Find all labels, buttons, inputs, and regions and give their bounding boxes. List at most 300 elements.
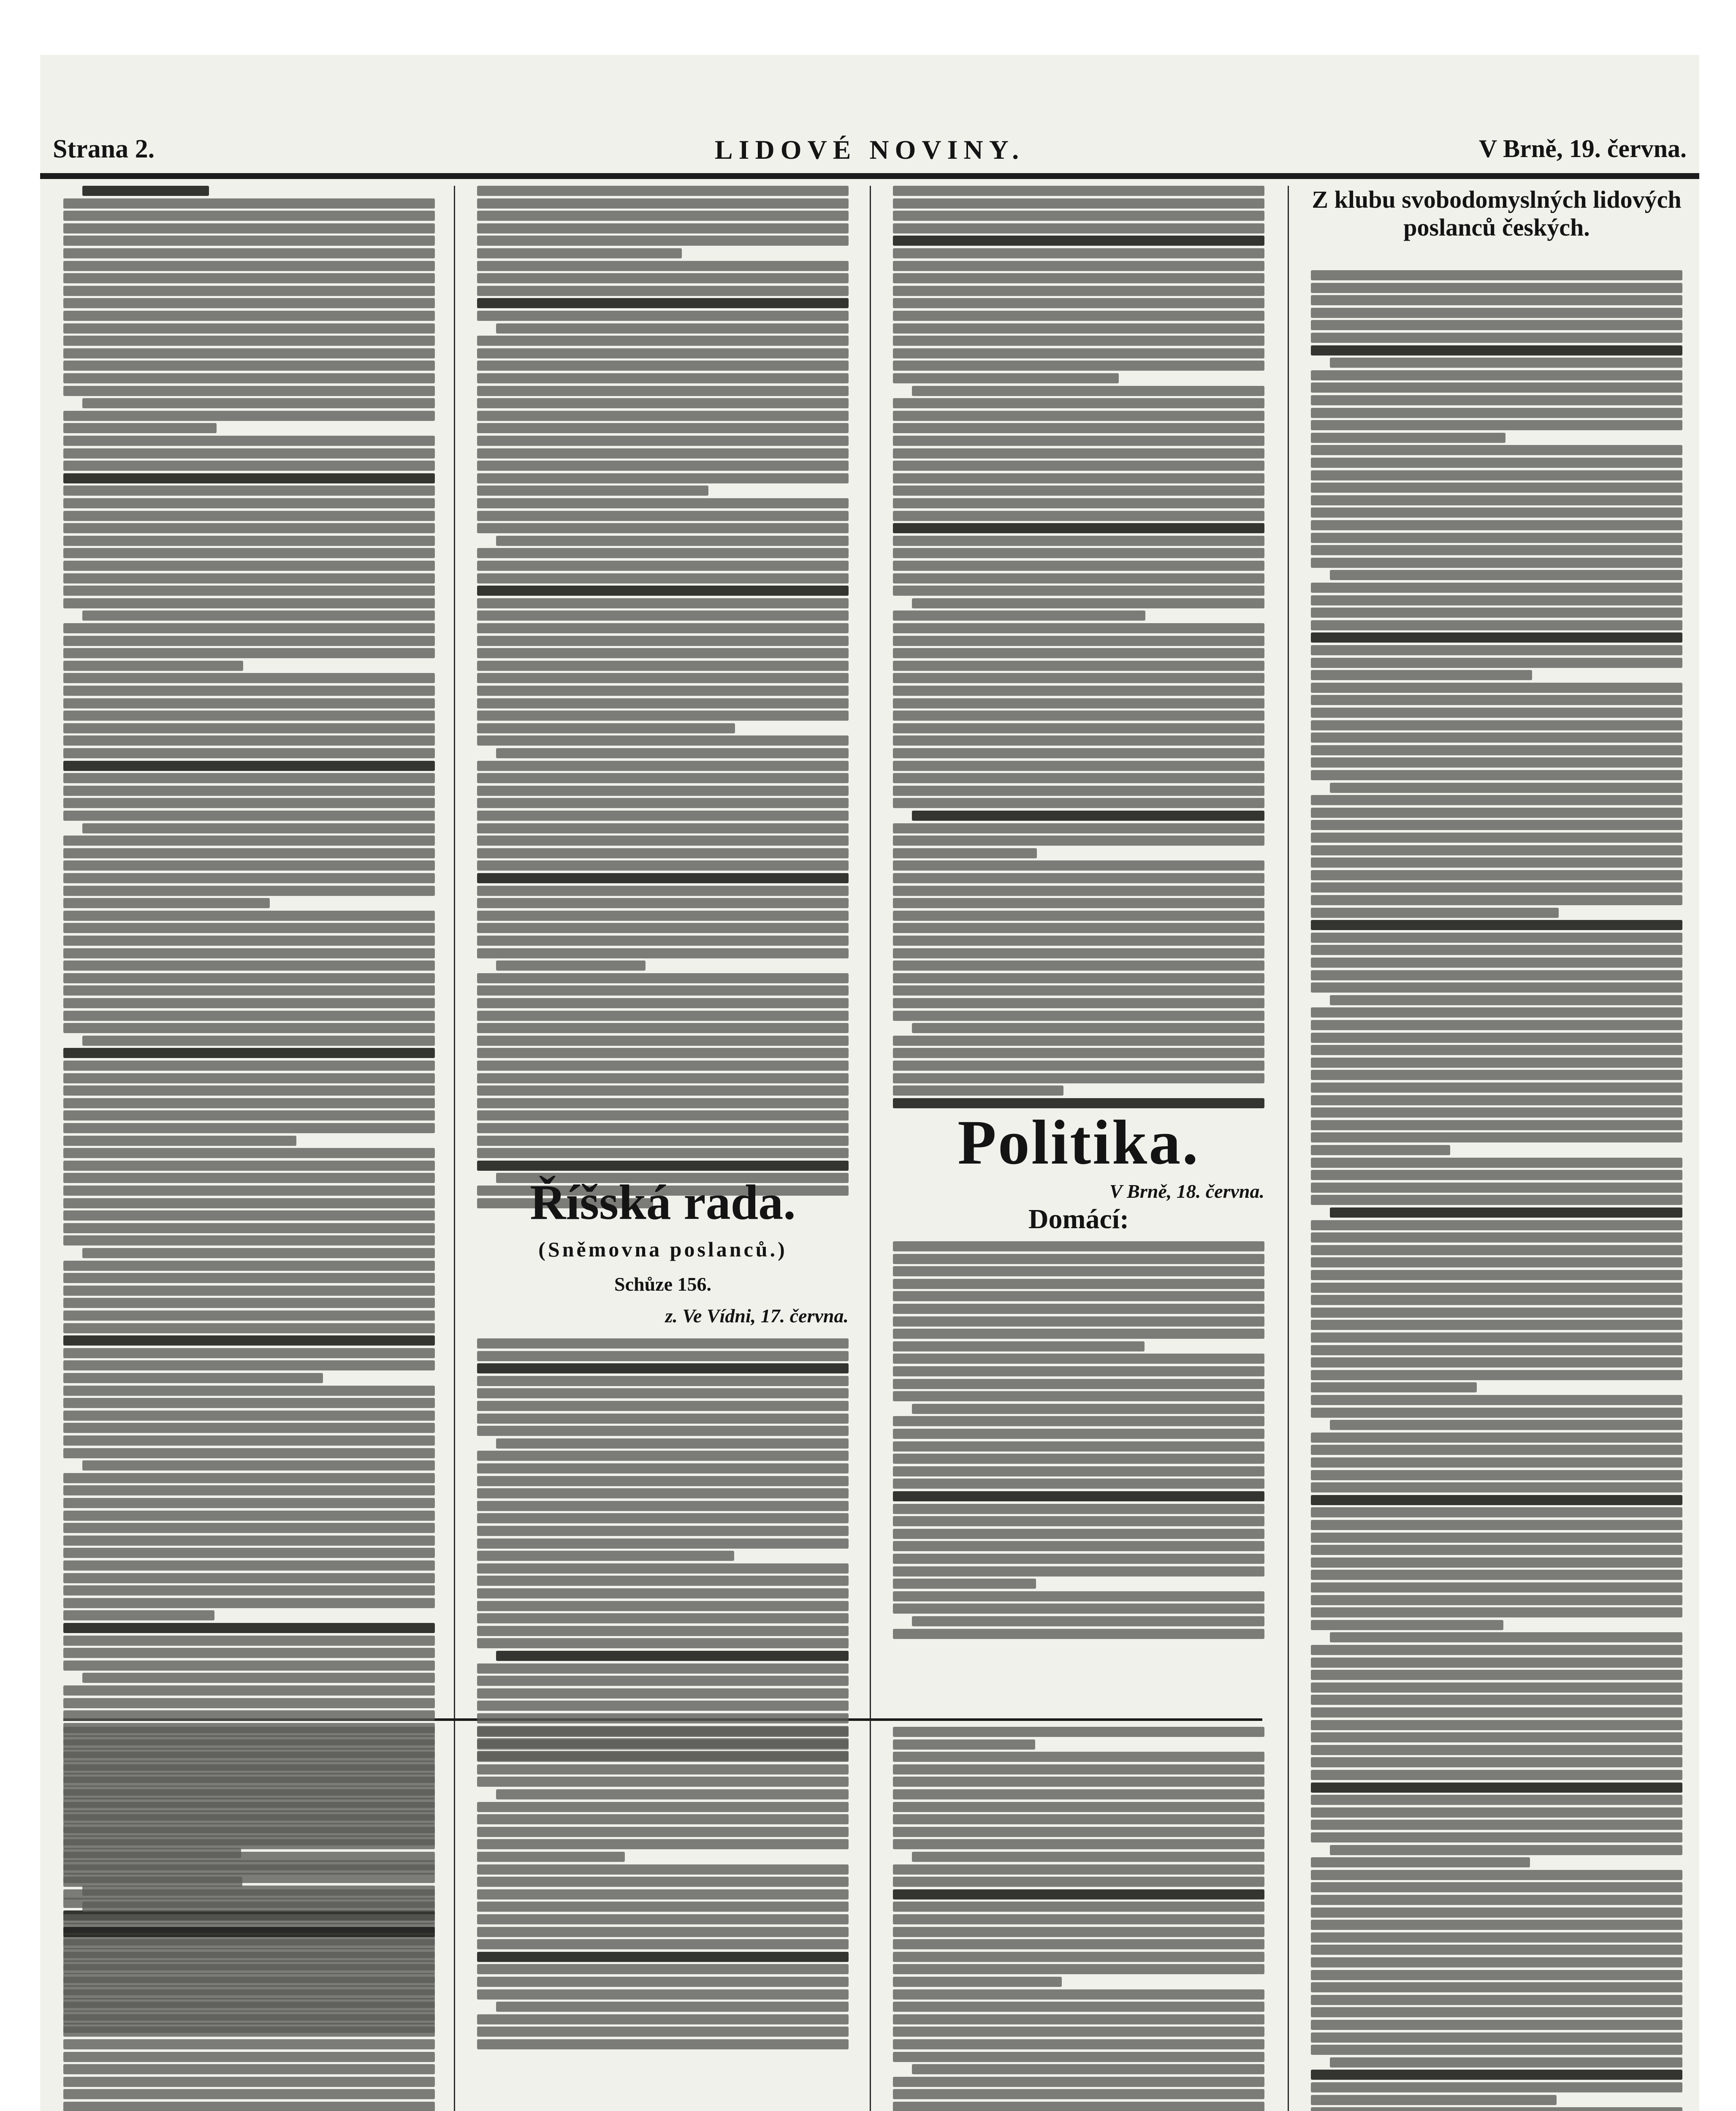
text-line xyxy=(63,1123,435,1133)
text-line xyxy=(63,1323,435,1333)
text-line xyxy=(893,1952,1264,1962)
text-line xyxy=(893,536,1264,546)
text-line xyxy=(1311,283,1682,293)
text-line xyxy=(893,860,1264,871)
text-line xyxy=(63,248,435,258)
text-line xyxy=(1311,1232,1682,1243)
text-line xyxy=(63,786,435,796)
text-line xyxy=(1311,1183,1682,1193)
text-line xyxy=(1311,408,1682,418)
text-line xyxy=(477,261,849,271)
text-line xyxy=(1311,1495,1682,1505)
text-line xyxy=(1311,545,1682,555)
text-line xyxy=(63,2039,435,2049)
text-line xyxy=(477,711,849,721)
text-line xyxy=(893,1827,1264,1837)
text-line xyxy=(893,248,1264,258)
text-line xyxy=(63,1386,435,1396)
text-line xyxy=(63,273,435,283)
text-line xyxy=(1311,1482,1682,1492)
text-line xyxy=(477,848,849,858)
text-line xyxy=(1311,1095,1682,1105)
text-line xyxy=(477,348,849,358)
text-line xyxy=(912,1616,1264,1626)
text-line xyxy=(893,973,1264,983)
text-line xyxy=(477,1752,849,1762)
text-line xyxy=(893,961,1264,971)
text-line xyxy=(63,2002,435,2012)
text-line xyxy=(63,1536,435,1546)
text-line xyxy=(893,461,1264,471)
text-line xyxy=(63,1023,435,1033)
text-line xyxy=(477,523,849,533)
text-line xyxy=(1311,1308,1682,1318)
text-line xyxy=(63,1398,435,1408)
text-line xyxy=(1311,1895,1682,1905)
text-line xyxy=(63,860,435,871)
text-line xyxy=(1330,2057,1682,2068)
text-line xyxy=(1311,770,1682,780)
text-line xyxy=(477,673,849,683)
text-line xyxy=(63,773,435,783)
text-line xyxy=(1311,795,1682,805)
text-line xyxy=(1311,1783,1682,1793)
text-line xyxy=(893,511,1264,521)
text-line xyxy=(477,1363,849,1373)
text-line xyxy=(893,1516,1264,1526)
text-line xyxy=(1311,333,1682,343)
text-line xyxy=(893,1048,1264,1058)
text-line xyxy=(477,498,849,508)
text-line xyxy=(63,2014,435,2024)
text-line xyxy=(63,461,435,471)
text-line xyxy=(63,1648,435,1658)
text-line xyxy=(63,286,435,296)
text-line xyxy=(63,1311,435,1321)
text-line xyxy=(1311,1395,1682,1405)
text-line xyxy=(63,1864,435,1875)
text-line xyxy=(477,1676,849,1686)
text-line xyxy=(1311,1332,1682,1343)
text-line xyxy=(893,1977,1062,1987)
text-line xyxy=(477,198,849,209)
column-2 xyxy=(477,186,849,2111)
text-line xyxy=(1311,1520,1682,1530)
text-line xyxy=(893,211,1264,221)
text-line xyxy=(63,1977,435,1987)
text-line xyxy=(1311,1607,1682,1617)
text-line xyxy=(63,1511,435,1521)
text-line xyxy=(477,1939,849,1949)
text-line xyxy=(477,1098,849,1108)
text-line xyxy=(893,1416,1264,1426)
text-line xyxy=(893,423,1264,433)
text-line xyxy=(1311,683,1682,693)
text-line xyxy=(893,1441,1264,1452)
text-line xyxy=(1311,1295,1682,1305)
text-line xyxy=(63,1727,435,1737)
text-line xyxy=(63,1989,435,2000)
text-line xyxy=(477,1777,849,1787)
text-line xyxy=(1311,1770,1682,1780)
text-line xyxy=(1311,845,1682,855)
section-heading: Říšská rada. xyxy=(530,1175,796,1230)
text-line xyxy=(1311,1907,1682,1918)
text-line xyxy=(477,1713,849,1723)
text-line xyxy=(893,1341,1145,1351)
text-line xyxy=(477,1551,734,1561)
text-line xyxy=(63,1011,435,1021)
text-line xyxy=(63,523,435,533)
text-line xyxy=(82,1248,435,1258)
text-line xyxy=(82,1902,435,1912)
text-line xyxy=(63,1148,435,1158)
text-line xyxy=(893,398,1264,408)
text-line xyxy=(63,1623,435,1633)
text-line xyxy=(63,561,435,571)
text-line xyxy=(893,1291,1264,1301)
text-line xyxy=(477,1663,849,1674)
text-line xyxy=(1311,1870,1682,1880)
text-line xyxy=(1311,1120,1682,1130)
text-line xyxy=(63,1235,435,1245)
text-line xyxy=(912,1852,1264,1862)
text-line xyxy=(63,761,435,771)
text-line xyxy=(63,673,435,683)
text-line xyxy=(1311,1732,1682,1742)
text-line xyxy=(1311,733,1682,743)
text-line xyxy=(1311,2082,1682,2092)
text-line xyxy=(63,1610,214,1620)
text-line xyxy=(63,1448,435,1458)
issue-date: V Brně, 19. června. xyxy=(1478,135,1687,163)
text-line xyxy=(893,823,1264,833)
text-line xyxy=(63,586,435,596)
text-line xyxy=(1311,1570,1682,1580)
text-line xyxy=(63,1173,435,1183)
text-line xyxy=(477,1376,849,1386)
text-line xyxy=(477,798,849,808)
text-line xyxy=(893,348,1264,358)
text-line xyxy=(477,1827,849,1837)
text-line xyxy=(63,898,270,908)
text-line xyxy=(1311,620,1682,630)
dateline: z. Ve Vídni, 17. června. xyxy=(665,1305,849,1327)
text-line xyxy=(477,1626,849,1636)
text-line xyxy=(63,848,435,858)
text-line xyxy=(1311,1270,1682,1280)
text-line xyxy=(63,723,435,733)
text-line xyxy=(893,1777,1264,1787)
text-line xyxy=(1311,882,1682,893)
text-line xyxy=(893,735,1264,746)
text-line xyxy=(1311,1582,1682,1593)
text-line xyxy=(1311,1707,1682,1718)
text-line xyxy=(477,1036,849,1046)
text-line xyxy=(893,1939,1264,1949)
text-line xyxy=(63,511,435,521)
text-line xyxy=(893,1579,1036,1589)
text-line xyxy=(63,2064,435,2074)
text-line xyxy=(1311,1283,1682,1293)
text-line xyxy=(893,773,1264,783)
text-line xyxy=(1311,1695,1682,1705)
text-line xyxy=(1311,2020,1682,2030)
text-line xyxy=(893,436,1264,446)
text-line xyxy=(893,1085,1063,1096)
text-line xyxy=(477,1952,849,1962)
text-line xyxy=(63,1210,435,1221)
text-line xyxy=(477,1501,849,1511)
text-line xyxy=(1311,1757,1682,1767)
text-line xyxy=(1311,1807,1682,1818)
text-line xyxy=(893,1764,1264,1775)
text-line xyxy=(1311,670,1532,680)
text-line xyxy=(1311,1557,1682,1568)
section-heading: Politika. xyxy=(958,1107,1200,1178)
text-line xyxy=(477,648,849,658)
text-line xyxy=(1311,1932,1682,1943)
text-line xyxy=(893,573,1264,583)
text-line xyxy=(477,586,849,596)
text-line xyxy=(893,1266,1264,1276)
text-line xyxy=(1311,1357,1682,1368)
text-line xyxy=(63,1273,435,1283)
text-line xyxy=(63,373,435,383)
text-line xyxy=(1311,1945,1682,1955)
text-line xyxy=(1311,658,1682,668)
text-line xyxy=(893,1491,1264,1501)
text-line xyxy=(63,598,435,608)
text-line xyxy=(893,636,1264,646)
text-line xyxy=(477,1401,849,1411)
text-line xyxy=(1311,2095,1557,2105)
text-line xyxy=(63,911,435,921)
text-line xyxy=(496,536,849,546)
text-line xyxy=(496,323,849,334)
text-line xyxy=(893,886,1264,896)
text-line xyxy=(893,586,1264,596)
text-line xyxy=(477,373,849,383)
column-rule xyxy=(454,186,455,2111)
text-line xyxy=(63,348,435,358)
text-line xyxy=(477,423,849,433)
text-line xyxy=(63,1473,435,1483)
text-line xyxy=(477,1061,849,1071)
text-line xyxy=(1311,1245,1682,1255)
text-line xyxy=(477,1727,849,1737)
page-number: Strana 2. xyxy=(53,135,155,163)
text-line xyxy=(893,1429,1264,1439)
text-line xyxy=(893,261,1264,271)
text-line xyxy=(63,448,435,459)
text-line xyxy=(893,373,1119,383)
text-line xyxy=(1330,1632,1682,1642)
text-line xyxy=(893,1011,1264,1021)
text-line xyxy=(63,735,435,746)
text-line xyxy=(893,661,1264,671)
text-line xyxy=(63,1548,435,1558)
text-line xyxy=(477,398,849,408)
text-line xyxy=(477,1563,849,1574)
text-line xyxy=(477,985,849,996)
text-line xyxy=(1311,533,1682,543)
text-line xyxy=(1311,933,1682,943)
text-line xyxy=(1330,995,1682,1005)
text-line xyxy=(63,648,435,658)
text-line xyxy=(63,1685,435,1696)
text-line xyxy=(477,1426,849,1436)
text-line xyxy=(1311,1645,1682,1655)
text-line xyxy=(477,1688,849,1699)
text-line xyxy=(1311,2032,1682,2043)
text-line xyxy=(893,561,1264,571)
text-line xyxy=(1311,1545,1682,1555)
text-line xyxy=(63,1298,435,1308)
text-line xyxy=(63,1814,435,1824)
text-line xyxy=(477,1011,849,1021)
text-line xyxy=(477,636,849,646)
text-line xyxy=(893,1739,1035,1750)
text-line xyxy=(893,723,1264,733)
text-line xyxy=(63,998,435,1008)
text-line xyxy=(496,961,646,971)
text-line xyxy=(63,1889,435,1899)
text-line xyxy=(63,1636,435,1646)
text-line xyxy=(63,1777,435,1787)
text-line xyxy=(477,823,849,833)
text-line xyxy=(63,1573,435,1583)
text-line xyxy=(496,1651,849,1661)
text-line xyxy=(893,198,1264,209)
text-line xyxy=(477,1839,849,1849)
text-line xyxy=(63,1698,435,1708)
text-line xyxy=(893,786,1264,796)
text-line xyxy=(893,1241,1264,1251)
column-3 xyxy=(893,186,1264,2111)
text-line xyxy=(63,886,435,896)
text-line xyxy=(1311,1670,1682,1680)
text-line xyxy=(63,2052,435,2062)
text-line xyxy=(1311,1220,1682,1230)
text-line xyxy=(477,911,849,921)
text-line xyxy=(1311,982,1682,993)
text-line xyxy=(1311,383,1682,393)
text-line xyxy=(1311,608,1682,618)
text-line xyxy=(496,748,849,758)
text-line xyxy=(477,1526,849,1536)
text-line xyxy=(1311,420,1682,430)
text-line xyxy=(477,436,849,446)
text-line xyxy=(477,1161,849,1171)
text-line xyxy=(477,1476,849,1486)
text-line xyxy=(893,2102,1264,2111)
text-line xyxy=(1311,745,1682,755)
text-line xyxy=(63,311,435,321)
text-line xyxy=(1311,1857,1530,1867)
text-line xyxy=(1311,1957,1682,1967)
text-line xyxy=(1311,2007,1682,2017)
text-line xyxy=(477,1136,849,1146)
text-line xyxy=(1311,1020,1682,1030)
text-line xyxy=(63,1852,435,1862)
text-line xyxy=(63,1110,435,1121)
text-line xyxy=(1311,1595,1682,1605)
text-line xyxy=(63,1498,435,1508)
text-line xyxy=(1311,632,1682,643)
text-line xyxy=(1311,1795,1682,1805)
text-line xyxy=(63,1964,435,1974)
text-line xyxy=(477,1864,849,1875)
text-line xyxy=(893,2002,1264,2012)
text-line xyxy=(477,1902,849,1912)
text-line xyxy=(63,1061,435,1071)
text-line xyxy=(477,1588,849,1598)
text-line xyxy=(1311,1533,1682,1543)
text-line xyxy=(893,498,1264,508)
text-line xyxy=(893,648,1264,658)
text-line xyxy=(1311,970,1682,980)
text-line xyxy=(477,311,849,321)
text-line xyxy=(496,2002,849,2012)
text-line xyxy=(496,1789,849,1799)
text-line xyxy=(477,1977,849,1987)
text-line xyxy=(477,2014,849,2024)
text-line xyxy=(1330,570,1682,580)
text-line xyxy=(477,1852,625,1862)
text-line xyxy=(63,686,435,696)
text-line xyxy=(893,1329,1264,1339)
text-line xyxy=(477,1814,849,1824)
text-line xyxy=(477,873,849,883)
text-line xyxy=(63,486,435,496)
text-line xyxy=(63,1335,435,1346)
text-line xyxy=(912,386,1264,396)
text-line xyxy=(63,1764,435,1775)
text-line xyxy=(1311,483,1682,493)
text-line xyxy=(63,536,435,546)
text-line xyxy=(63,1261,435,1271)
text-line xyxy=(1311,320,1682,330)
text-line xyxy=(63,436,435,446)
text-line xyxy=(893,1914,1264,1924)
text-line xyxy=(63,1827,435,1837)
text-line xyxy=(477,1123,849,1133)
text-line xyxy=(893,1454,1264,1464)
text-line xyxy=(477,1739,849,1750)
text-line xyxy=(63,423,217,433)
text-line xyxy=(63,1198,435,1208)
masthead xyxy=(40,127,1699,179)
text-line xyxy=(893,311,1264,321)
text-line xyxy=(477,273,849,283)
section-subheading: (Sněmovna poslanců.) xyxy=(538,1237,787,1261)
text-line xyxy=(893,1479,1264,1489)
text-line xyxy=(63,548,435,558)
text-line xyxy=(1311,1345,1682,1355)
text-line xyxy=(477,836,849,846)
text-line xyxy=(477,1110,849,1121)
text-line xyxy=(63,1085,435,1096)
text-line xyxy=(912,2064,1264,2074)
text-line xyxy=(893,686,1264,696)
text-line xyxy=(1311,1132,1682,1142)
text-line xyxy=(63,1435,435,1446)
text-line xyxy=(477,686,849,696)
text-line xyxy=(893,1839,1264,1849)
text-line xyxy=(893,1036,1264,1046)
text-line xyxy=(893,1279,1264,1289)
